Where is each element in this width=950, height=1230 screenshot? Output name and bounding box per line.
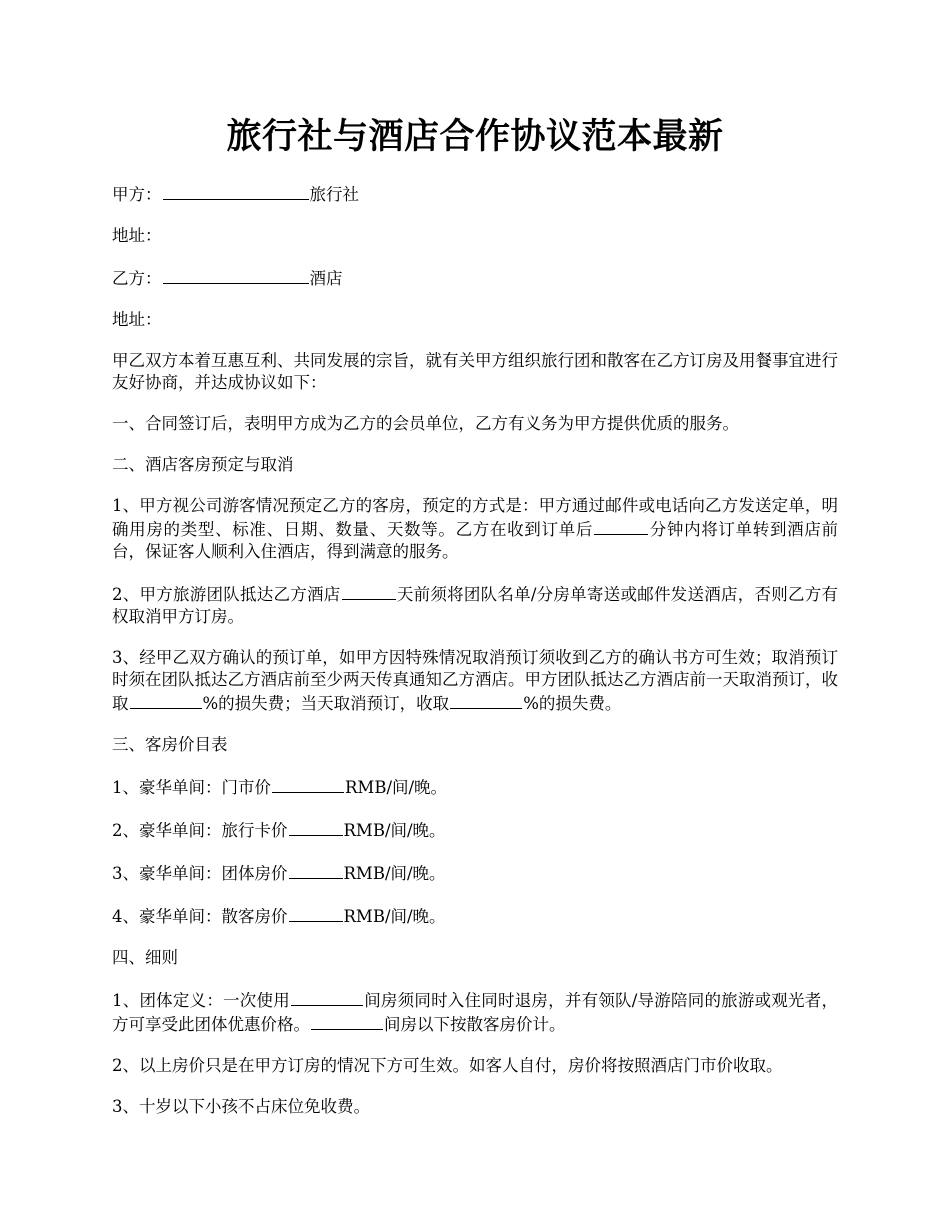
- section-3-heading: 三、客房价目表: [112, 735, 228, 754]
- text-segment: 1、甲方视公司游客情况预定乙方的客房，预定的方式是：甲方通过邮件或电话向乙方发送定单，明确用房的类型、标准、日期、数量、天数等。乙方在收到订单后: [112, 496, 838, 539]
- section-2-item-1: [112, 495, 838, 563]
- section-2-item-2: [112, 582, 838, 628]
- section-4-heading: 四、细则: [112, 948, 178, 967]
- fill-blank: [594, 517, 648, 535]
- text-segment: %的损失费。: [523, 694, 622, 713]
- price-item-4: [112, 904, 838, 928]
- price-label: 3、豪华单间：团体房价: [112, 864, 288, 883]
- text-segment: 分钟内将订单转到酒店前台，保证客人顺利入住酒店，得到满意的服务。: [112, 520, 839, 561]
- party-b-suffix: 酒店: [309, 269, 343, 288]
- party-a-suffix: 旅行社: [309, 185, 359, 204]
- text-segment: 1、团体定义：一次使用: [112, 991, 290, 1010]
- party-b-line: [112, 266, 838, 290]
- text-segment: 天前须将团队名单/分房单寄送或邮件发送酒店，否则乙方有权取消甲方订房。: [112, 585, 838, 626]
- section-4-item-2: 2、以上房价只是在甲方订房的情况下方可生效。如客人自付，房价将按照酒店门市价收取。: [112, 1056, 783, 1075]
- party-a-label: 甲方：: [112, 185, 162, 204]
- price-label: 2、豪华单间：旅行卡价: [112, 821, 288, 840]
- fill-blank: [342, 582, 396, 600]
- party-b-label: 乙方：: [112, 269, 162, 288]
- party-a-blank: [163, 182, 309, 200]
- price-unit: RMB/间/晚。: [343, 864, 446, 883]
- fill-blank: [450, 691, 522, 709]
- text-segment: %的损失费；当天取消预订，收取: [202, 694, 450, 713]
- price-item-3: [112, 861, 838, 885]
- document-title: 旅行社与酒店合作协议范本最新: [226, 116, 724, 157]
- price-unit: RMB/间/晚。: [345, 778, 448, 797]
- party-a-address: 地址：: [112, 226, 162, 245]
- fill-blank: [272, 775, 344, 793]
- fill-blank: [289, 861, 343, 879]
- section-1: 一、合同签订后，表明甲方成为乙方的会员单位，乙方有义务为甲方提供优质的服务。: [112, 414, 739, 433]
- fill-blank: [289, 818, 343, 836]
- section-4-item-3: 3、十岁以下小孩不占床位免收费。: [112, 1097, 370, 1116]
- intro-paragraph: 甲乙双方本着互惠互利、共同发展的宗旨，就有关甲方组织旅行团和散客在乙方订房及用餐事宜进行友好协商，并达成协议如下：: [112, 351, 838, 392]
- fill-blank: [311, 1012, 383, 1030]
- price-label: 4、豪华单间：散客房价: [112, 907, 288, 926]
- price-unit: RMB/间/晚。: [343, 821, 446, 840]
- party-a-line: [112, 182, 838, 206]
- text-segment: 间房以下按散客房价计。: [384, 1015, 566, 1034]
- fill-blank: [289, 904, 343, 922]
- section-2-heading: 二、酒店客房预定与取消: [112, 455, 294, 474]
- party-b-blank: [163, 266, 309, 284]
- fill-blank: [130, 691, 202, 709]
- text-segment: 2、甲方旅游团队抵达乙方酒店: [112, 585, 341, 604]
- section-2-item-3: [112, 647, 838, 715]
- section-4-item-1: [112, 988, 838, 1036]
- fill-blank: [291, 988, 363, 1006]
- text-segment: 3、经甲乙双方确认的预订单，如甲方因特殊情况取消预订须收到乙方的确认书方可生效；取消预订时须在团队抵达乙方酒店前至少两天传真通知乙方酒店。甲方团队抵达乙方酒店前一天取消预订，收取: [112, 648, 838, 713]
- price-item-2: [112, 818, 838, 842]
- price-label: 1、豪华单间：门市价: [112, 778, 271, 797]
- party-b-address: 地址：: [112, 310, 162, 329]
- price-unit: RMB/间/晚。: [343, 907, 446, 926]
- text-segment: 间房须同时入住同时退房，并有领队/导游陪同的旅游或观光者，方可享受此团体优惠价格。: [112, 991, 839, 1034]
- price-item-1: [112, 775, 838, 799]
